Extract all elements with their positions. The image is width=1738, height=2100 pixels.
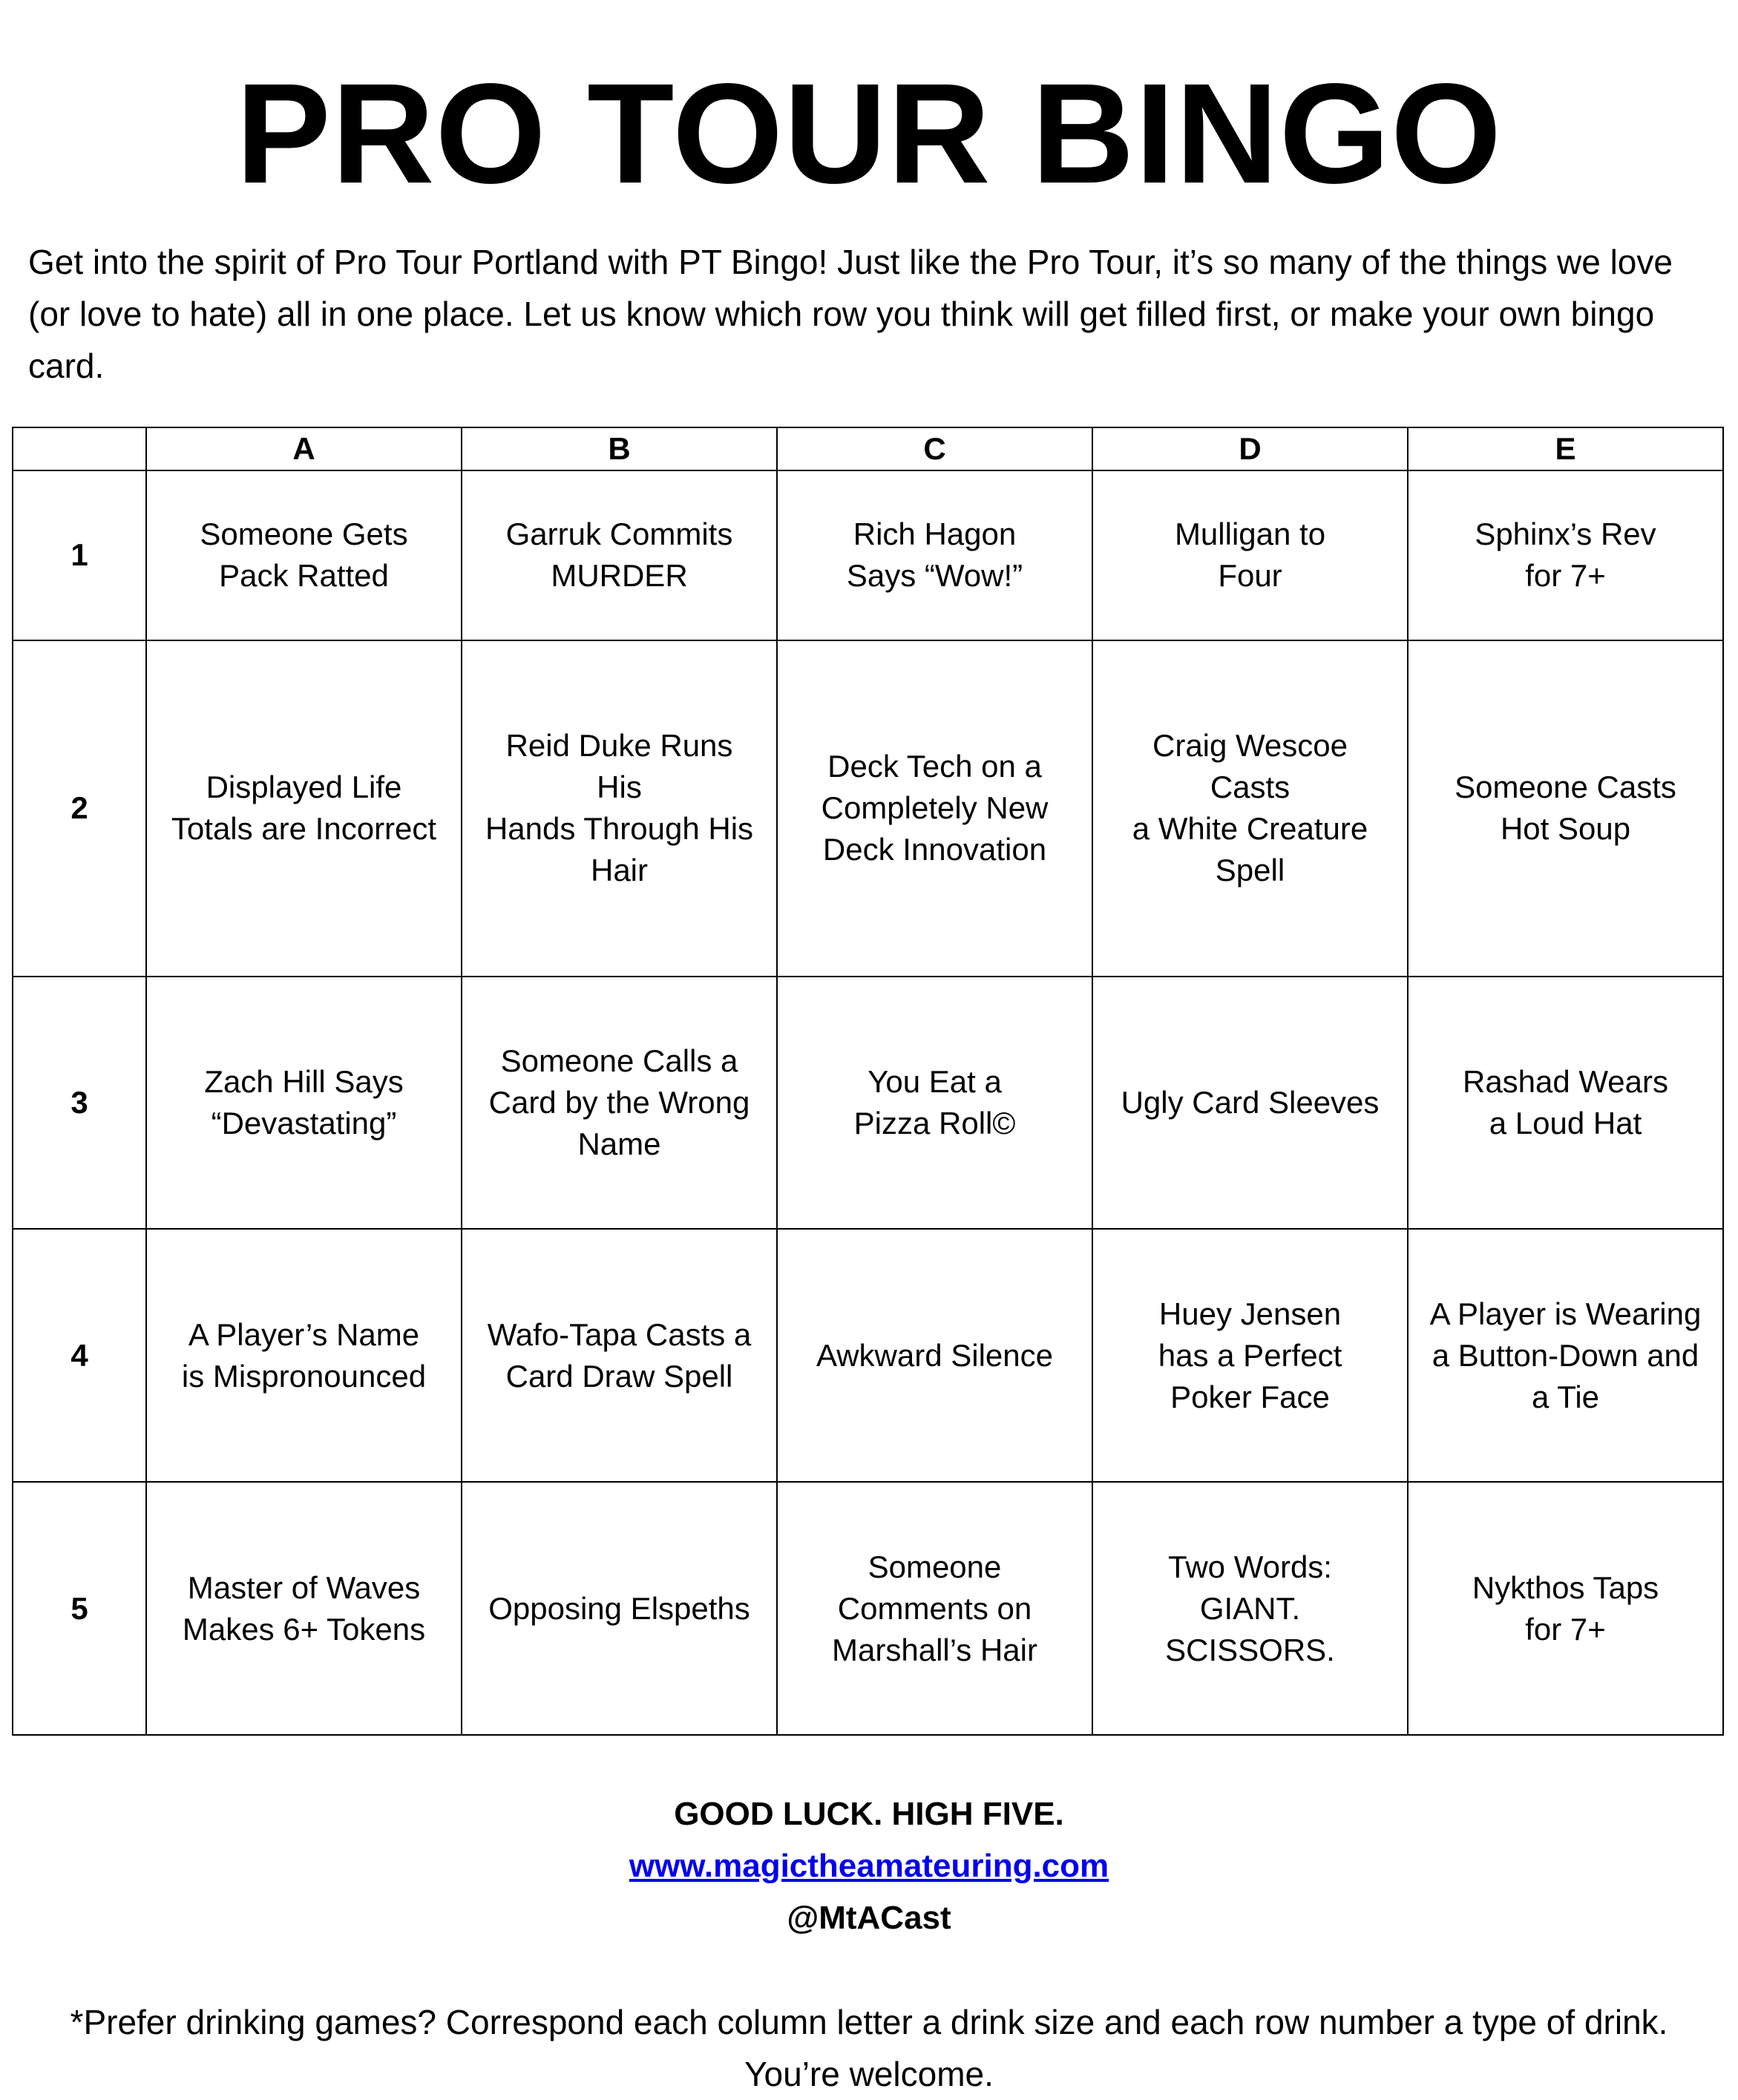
- row-number: 3: [13, 977, 146, 1230]
- row-number: 2: [13, 640, 146, 977]
- bingo-row-1: [13, 470, 1723, 640]
- intro-paragraph: Get into the spirit of Pro Tour Portland with PT Bingo! Just like the Pro Tour, it’s so many of the things we love (or love to hate) all in one place. Let us know which row you think will get filled first, or make your own bingo card.: [28, 243, 1673, 385]
- column-header-e: E: [1408, 427, 1723, 470]
- bingo-cell-d3: [1092, 977, 1408, 1230]
- bingo-cell-text: Nykthos Taps for 7+: [1472, 1569, 1659, 1647]
- column-header-c: C: [777, 427, 1092, 470]
- bingo-cell-b1: [462, 470, 777, 640]
- bingo-cell-text: A Player is Wearing a Button-Down and a Tie: [1429, 1296, 1702, 1414]
- bingo-cell-text: Craig Wescoe Casts a White Creature Spell: [1132, 728, 1368, 888]
- bingo-row-3: [13, 977, 1723, 1230]
- bingo-cell-d2: [1092, 640, 1408, 977]
- bingo-cell-e4: [1408, 1229, 1723, 1482]
- bingo-cell-a1: [146, 470, 462, 640]
- bingo-row-2: [13, 640, 1723, 977]
- bingo-cell-text: Master of Waves Makes 6+ Tokens: [182, 1569, 426, 1647]
- bingo-cell-text: A Player’s Name is Mispronounced: [181, 1316, 427, 1394]
- bingo-cell-text: Deck Tech on a Completely New Deck Innovation: [821, 749, 1049, 867]
- bingo-cell-text: Someone Calls a Card by the Wrong Name: [488, 1043, 750, 1161]
- bingo-cell-text: Ugly Card Sleeves: [1121, 1084, 1380, 1120]
- bingo-cell-a3: [146, 977, 462, 1230]
- bingo-cell-b3: [462, 977, 777, 1230]
- row-number: 4: [13, 1229, 146, 1482]
- bingo-cell-b2: [462, 640, 777, 977]
- bingo-cell-text: Sphinx’s Rev for 7+: [1475, 516, 1656, 594]
- bingo-cell-text: Someone Comments on Marshall’s Hair: [832, 1549, 1037, 1667]
- column-header-d: D: [1092, 427, 1408, 470]
- bingo-cell-text: Reid Duke Runs His Hands Through His Hair: [485, 728, 754, 888]
- twitter-handle: @MtACast: [787, 1900, 951, 1936]
- drinking-game-closing: You’re welcome.: [744, 2055, 994, 2093]
- bingo-cell-e2: [1408, 640, 1723, 977]
- page-title: PRO TOUR BINGO: [235, 53, 1503, 213]
- bingo-cell-text: You Eat a Pizza Roll©: [853, 1063, 1016, 1141]
- bingo-row-5: [13, 1482, 1723, 1735]
- bingo-cell-a4: [146, 1229, 462, 1482]
- good-luck-line: GOOD LUCK. HIGH FIVE.: [674, 1796, 1064, 1832]
- bingo-cell-d4: [1092, 1229, 1408, 1482]
- bingo-cell-text: Mulligan to Four: [1174, 516, 1326, 594]
- bingo-cell-text: Someone Casts Hot Soup: [1455, 770, 1676, 847]
- bingo-cell-text: Displayed Life Totals are Incorrect: [171, 770, 437, 847]
- bingo-cell-text: Wafo-Tapa Casts a Card Draw Spell: [487, 1316, 752, 1394]
- column-header-row: [13, 427, 1723, 470]
- bingo-cell-text: Huey Jensen has a Perfect Poker Face: [1158, 1296, 1342, 1414]
- bingo-cell-text: Opposing Elspeths: [488, 1590, 750, 1626]
- bingo-cell-b5: [462, 1482, 777, 1735]
- corner-cell: [13, 427, 146, 470]
- bingo-cell-c2: [777, 640, 1092, 977]
- bingo-cell-c4: [777, 1229, 1092, 1482]
- column-header-a: A: [146, 427, 462, 470]
- bingo-card: [12, 427, 1724, 1736]
- bingo-cell-d5: [1092, 1482, 1408, 1735]
- row-number: 1: [13, 470, 146, 640]
- bingo-row-4: [13, 1229, 1723, 1482]
- bingo-cell-text: Rashad Wears a Loud Hat: [1462, 1063, 1669, 1141]
- bingo-cell-a2: [146, 640, 462, 977]
- bingo-cell-text: Zach Hill Says “Devastating”: [204, 1063, 404, 1141]
- column-header-b: B: [462, 427, 777, 470]
- website-link[interactable]: www.magictheamateuring.com: [629, 1848, 1109, 1884]
- bingo-cell-text: Awkward Silence: [816, 1337, 1054, 1373]
- bingo-cell-c5: [777, 1482, 1092, 1735]
- bingo-cell-e3: [1408, 977, 1723, 1230]
- bingo-cell-d1: [1092, 470, 1408, 640]
- drinking-game-note: *Prefer drinking games? Correspond each column letter a drink size and each row number a type of drink.: [70, 2003, 1668, 2041]
- bingo-cell-text: Garruk Commits MURDER: [505, 516, 733, 594]
- row-number: 5: [13, 1482, 146, 1735]
- bingo-cell-text: Someone Gets Pack Ratted: [200, 516, 408, 594]
- bingo-cell-a5: [146, 1482, 462, 1735]
- bingo-cell-e5: [1408, 1482, 1723, 1735]
- bingo-cell-text: Rich Hagon Says “Wow!”: [846, 516, 1023, 594]
- bingo-cell-b4: [462, 1229, 777, 1482]
- bingo-cell-text: Two Words: GIANT. SCISSORS.: [1165, 1549, 1335, 1667]
- bingo-cell-c3: [777, 977, 1092, 1230]
- bingo-cell-e1: [1408, 470, 1723, 640]
- bingo-cell-c1: [777, 470, 1092, 640]
